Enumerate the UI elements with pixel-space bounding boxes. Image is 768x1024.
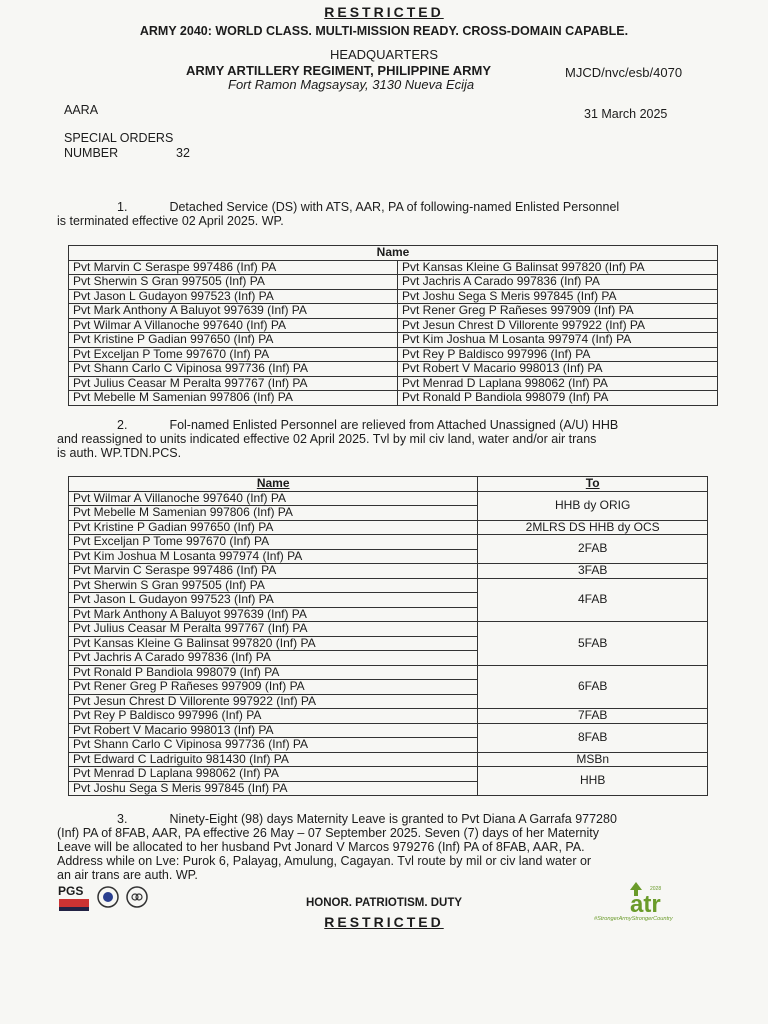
destination-unit-cell: 4FAB — [478, 578, 708, 622]
table-row — [69, 578, 708, 593]
personnel-name-cell: Pvt Kim Joshua M Losanta 997974 (Inf) PA — [398, 333, 718, 348]
destination-unit-cell: 2MLRS DS HHB dy OCS — [478, 520, 708, 535]
table-row — [69, 376, 718, 391]
paragraph-1 — [57, 200, 717, 228]
order-number: 32 — [176, 146, 190, 160]
para-line: Leave will be allocated to her husband Pvt Jonard V Marcos 979276 (Inf) PA of 8FAB, AAR, PA. — [57, 840, 585, 854]
reassignment-table — [68, 476, 708, 796]
personnel-name-cell: Pvt Mark Anthony A Baluyot 997639 (Inf) PA — [69, 304, 398, 319]
table-row — [69, 289, 718, 304]
table-row — [69, 767, 708, 782]
personnel-name-cell: Pvt Rener Greg P Rañeses 997909 (Inf) PA — [398, 304, 718, 319]
table-row — [69, 391, 718, 406]
para-number: 3. — [117, 812, 128, 826]
atr-year: 2028 — [650, 886, 662, 892]
personnel-name-cell: Pvt Exceljan P Tome 997670 (Inf) PA — [69, 347, 398, 362]
table-row — [69, 275, 718, 290]
table-row — [69, 723, 708, 738]
paragraph-2 — [57, 418, 717, 460]
personnel-name-cell: Pvt Joshu Sega S Meris 997845 (Inf) PA — [69, 781, 478, 796]
para-number: 1. — [117, 200, 128, 214]
para-line: (Inf) PA of 8FAB, AAR, PA effective 26 May – 07 September 2025. Seven (7) days of her Maternity — [57, 826, 599, 840]
personnel-name-cell: Pvt Kansas Kleine G Balinsat 997820 (Inf) PA — [398, 260, 718, 275]
number-label: NUMBER — [64, 146, 119, 160]
pgs-logo-text: PGS — [58, 884, 84, 898]
hq-label: HEADQUARTERS — [329, 47, 439, 62]
army-motto: ARMY 2040: WORLD CLASS. MULTI-MISSION READY. CROSS-DOMAIN CAPABLE. — [139, 24, 629, 38]
paragraph-3 — [57, 812, 717, 882]
table-row — [69, 260, 718, 275]
personnel-name-cell: Pvt Shann Carlo C Vipinosa 997736 (Inf) PA — [69, 362, 398, 377]
para-line: and reassigned to units indicated effective 02 April 2025. Tvl by mil civ land, water and/or air trans — [57, 432, 597, 446]
para-number: 2. — [117, 418, 128, 432]
destination-unit-cell: 6FAB — [478, 665, 708, 709]
atr-hashtag: #StrongerArmyStrongerCountry — [594, 916, 673, 922]
destination-unit-cell: 8FAB — [478, 723, 708, 752]
detached-service-table — [68, 245, 718, 406]
table-row — [69, 752, 708, 767]
personnel-name-cell: Pvt Robert V Macario 998013 (Inf) PA — [69, 723, 478, 738]
para-line: an air trans are auth. WP. — [57, 868, 198, 882]
personnel-name-cell: Pvt Kansas Kleine G Balinsat 997820 (Inf) PA — [69, 636, 478, 651]
personnel-name-cell: Pvt Jachris A Carado 997836 (Inf) PA — [398, 275, 718, 290]
destination-unit-cell: 3FAB — [478, 564, 708, 579]
order-date: 31 March 2025 — [584, 107, 668, 121]
personnel-name-cell: Pvt Julius Ceasar M Peralta 997767 (Inf) PA — [69, 376, 398, 391]
personnel-name-cell: Pvt Kim Joshua M Losanta 997974 (Inf) PA — [69, 549, 478, 564]
table-row — [69, 304, 718, 319]
unit-address: Fort Ramon Magsaysay, 3130 Nueva Ecija — [228, 77, 475, 92]
col-header-name: Name — [69, 477, 478, 492]
personnel-name-cell: Pvt Kristine P Gadian 997650 (Inf) PA — [69, 333, 398, 348]
table-row — [69, 564, 708, 579]
personnel-name-cell: Pvt Marvin C Seraspe 997486 (Inf) PA — [69, 260, 398, 275]
personnel-name-cell: Pvt Wilmar A Villanoche 997640 (Inf) PA — [69, 318, 398, 333]
table-row — [69, 347, 718, 362]
personnel-name-cell: Pvt Sherwin S Gran 997505 (Inf) PA — [69, 275, 398, 290]
personnel-name-cell: Pvt Jesun Chrest D Villorente 997922 (Inf) PA — [69, 694, 478, 709]
table-header-name: Name — [69, 246, 718, 261]
table-row — [69, 622, 708, 637]
para-line: is terminated effective 02 April 2025. WP. — [57, 214, 284, 228]
personnel-name-cell: Pvt Jachris A Carado 997836 (Inf) PA — [69, 651, 478, 666]
destination-unit-cell: 5FAB — [478, 622, 708, 666]
table-row — [69, 535, 708, 550]
personnel-name-cell: Pvt Kristine P Gadian 997650 (Inf) PA — [69, 520, 478, 535]
atr-logo — [594, 880, 714, 929]
personnel-name-cell: Pvt Wilmar A Villanoche 997640 (Inf) PA — [69, 491, 478, 506]
para-line: Address while on Lve: Purok 6, Palayag, Amulung, Cagayan. Tvl route by mil or civ land water or — [57, 854, 592, 868]
classification-footer: RESTRICTED — [324, 914, 444, 930]
personnel-name-cell: Pvt Ronald P Bandiola 998079 (Inf) PA — [398, 391, 718, 406]
para-line: Fol-named Enlisted Personnel are relieved from Attached Unassigned (A/U) HHB — [169, 418, 619, 432]
table-row — [69, 520, 708, 535]
personnel-name-cell: Pvt Joshu Sega S Meris 997845 (Inf) PA — [398, 289, 718, 304]
destination-unit-cell: HHB dy ORIG — [478, 491, 708, 520]
destination-unit-cell: MSBn — [478, 752, 708, 767]
destination-unit-cell: HHB — [478, 767, 708, 796]
personnel-name-cell: Pvt Mebelle M Samenian 997806 (Inf) PA — [69, 391, 398, 406]
personnel-name-cell: Pvt Jason L Gudayon 997523 (Inf) PA — [69, 289, 398, 304]
special-orders-label: SPECIAL ORDERS — [64, 131, 174, 145]
personnel-name-cell: Pvt Robert V Macario 998013 (Inf) PA — [398, 362, 718, 377]
col-header-to: To — [478, 477, 708, 492]
office-code: AARA — [64, 103, 99, 117]
para-line: is auth. WP.TDN.PCS. — [57, 446, 182, 460]
personnel-name-cell: Pvt Edward C Ladriguito 981430 (Inf) PA — [69, 752, 478, 767]
personnel-name-cell: Pvt Julius Ceasar M Peralta 997767 (Inf) PA — [69, 622, 478, 637]
footer-motto: HONOR. PATRIOTISM. DUTY — [305, 897, 463, 909]
table-row — [69, 709, 708, 724]
table-row — [69, 362, 718, 377]
table-row — [69, 333, 718, 348]
personnel-name-cell: Pvt Rey P Baldisco 997996 (Inf) PA — [398, 347, 718, 362]
personnel-name-cell: Pvt Marvin C Seraspe 997486 (Inf) PA — [69, 564, 478, 579]
personnel-name-cell: Pvt Exceljan P Tome 997670 (Inf) PA — [69, 535, 478, 550]
table-row — [69, 665, 708, 680]
personnel-name-cell: Pvt Mark Anthony A Baluyot 997639 (Inf) PA — [69, 607, 478, 622]
personnel-name-cell: Pvt Sherwin S Gran 997505 (Inf) PA — [69, 578, 478, 593]
personnel-name-cell: Pvt Menrad D Laplana 998062 (Inf) PA — [398, 376, 718, 391]
destination-unit-cell: 2FAB — [478, 535, 708, 564]
personnel-name-cell: Pvt Jason L Gudayon 997523 (Inf) PA — [69, 593, 478, 608]
personnel-name-cell: Pvt Menrad D Laplana 998062 (Inf) PA — [69, 767, 478, 782]
para-line: Detached Service (DS) with ATS, AAR, PA of following-named Enlisted Personnel — [169, 200, 620, 214]
table-row — [69, 318, 718, 333]
reference-code: MJCD/nvc/esb/4070 — [565, 65, 683, 80]
personnel-name-cell: Pvt Shann Carlo C Vipinosa 997736 (Inf) PA — [69, 738, 478, 753]
destination-unit-cell: 7FAB — [478, 709, 708, 724]
atr-text: atr — [630, 891, 661, 918]
personnel-name-cell: Pvt Mebelle M Samenian 997806 (Inf) PA — [69, 506, 478, 521]
table-row — [69, 491, 708, 506]
unit-name: ARMY ARTILLERY REGIMENT, PHILIPPINE ARMY — [186, 63, 492, 78]
classification-header: RESTRICTED — [324, 4, 444, 20]
personnel-name-cell: Pvt Jesun Chrest D Villorente 997922 (Inf) PA — [398, 318, 718, 333]
para-line: Ninety-Eight (98) days Maternity Leave is granted to Pvt Diana A Garrafa 977280 — [169, 812, 617, 826]
personnel-name-cell: Pvt Ronald P Bandiola 998079 (Inf) PA — [69, 665, 478, 680]
personnel-name-cell: Pvt Rener Greg P Rañeses 997909 (Inf) PA — [69, 680, 478, 695]
personnel-name-cell: Pvt Rey P Baldisco 997996 (Inf) PA — [69, 709, 478, 724]
